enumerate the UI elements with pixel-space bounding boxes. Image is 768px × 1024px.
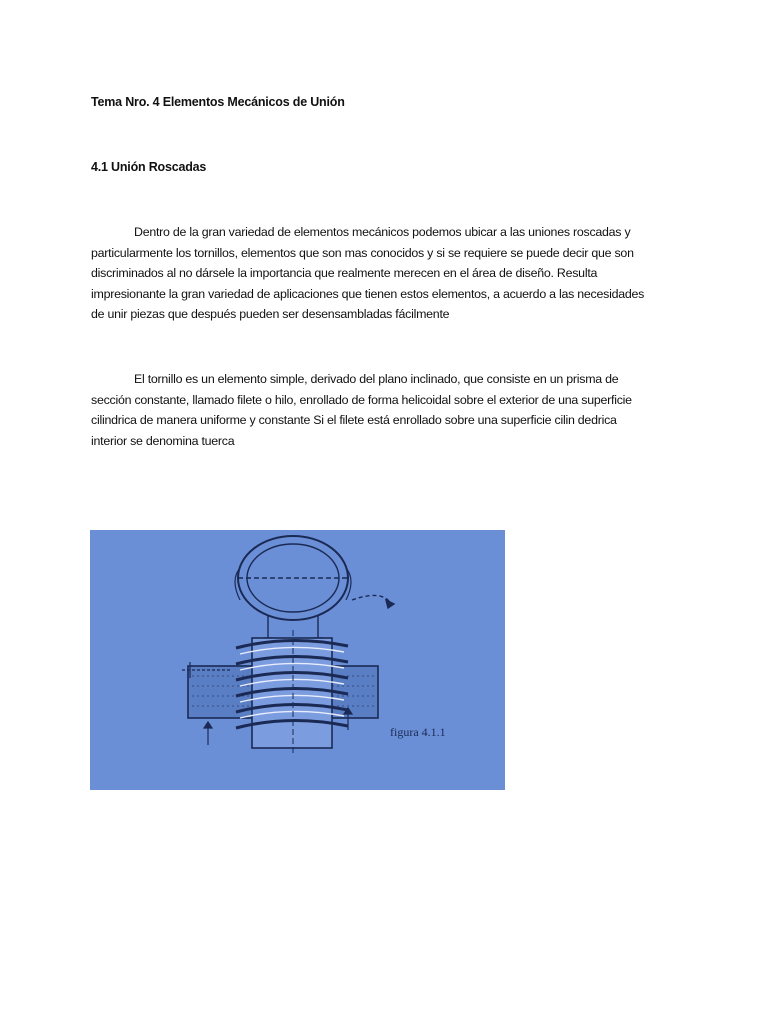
- paragraph-2: [91, 369, 691, 451]
- screw-diagram-figure: [90, 530, 505, 790]
- document-title: Tema Nro. 4 Elementos Mecánicos de Unión: [91, 95, 345, 109]
- paragraph-1-line: de unir piezas que después pueden ser desensambladas fácilmente: [91, 307, 450, 321]
- paragraph-2-line: sección constante, llamado filete o hilo, enrollado de forma helicoidal sobre el exterior de una superficie: [91, 392, 632, 407]
- paragraph-1-line: discriminados al no dársele la importancia que realmente merecen en el área de diseño. Resulta: [91, 266, 598, 280]
- paragraph-1: [91, 222, 691, 325]
- ring-drawing: [235, 536, 351, 620]
- paragraph-1-line: impresionante la gran variedad de aplicaciones que tienen estos elementos, a acuerdo a las necesidades: [91, 286, 645, 301]
- threaded-cylinder: [236, 630, 348, 755]
- section-heading: 4.1 Unión Roscadas: [91, 160, 207, 174]
- paragraph-1-line: particularmente los tornillos, elementos que son mas conocidos y si se requiere se puede decir que son: [91, 245, 634, 260]
- paragraph-2-line: El tornillo es un elemento simple, derivado del plano inclinado, que consiste en un prisma de: [134, 372, 619, 386]
- paragraph-2-line: cilindrica de manera uniforme y constante Si el filete está enrollado sobre una superficie cilin dedrica: [91, 413, 617, 427]
- paragraph-1-line: Dentro de la gran variedad de elementos mecánicos podemos ubicar a las uniones roscadas y: [134, 225, 631, 239]
- paragraph-2-line: interior se denomina tuerca: [91, 433, 235, 448]
- screw-diagram: [90, 530, 505, 790]
- figure-caption: figura 4.1.1: [390, 725, 446, 739]
